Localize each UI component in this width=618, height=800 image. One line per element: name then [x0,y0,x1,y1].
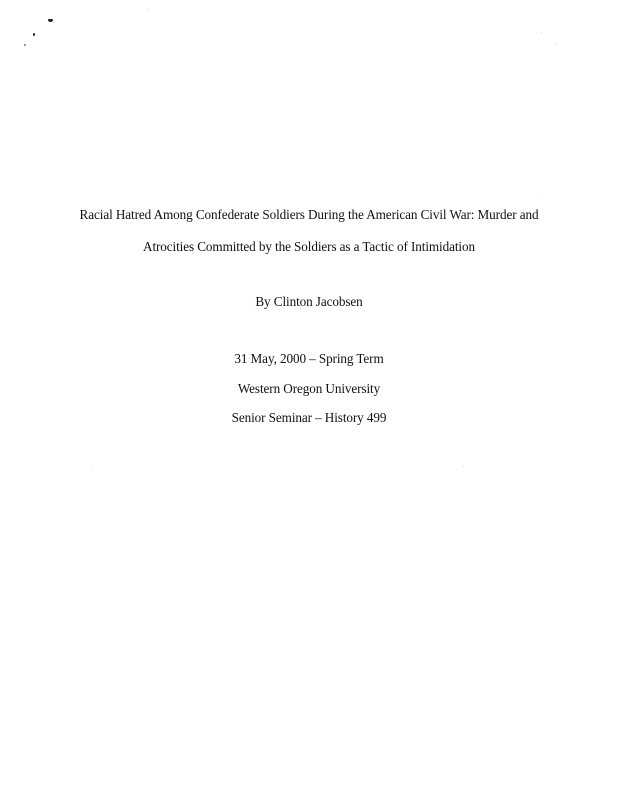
author-byline: By Clinton Jacobsen [255,294,363,309]
scan-speck [555,44,556,45]
submission-date: 31 May, 2000 – Spring Term [234,351,384,366]
scan-speck [541,198,542,199]
scan-speck [463,466,464,467]
scan-speck [24,44,26,46]
scan-speck [541,32,542,33]
scan-speck [92,466,93,467]
scan-speck [33,33,35,36]
course-name: Senior Seminar – History 499 [231,410,387,425]
scan-speck [48,19,53,22]
title-line-2: Atrocities Committed by the Soldiers as a Tactic of Intimidation [143,239,475,254]
title-line-1: Racial Hatred Among Confederate Soldiers During the American Civil War: Murder and [79,207,539,222]
institution-name: Western Oregon University [237,381,381,396]
scan-speck [148,9,149,10]
